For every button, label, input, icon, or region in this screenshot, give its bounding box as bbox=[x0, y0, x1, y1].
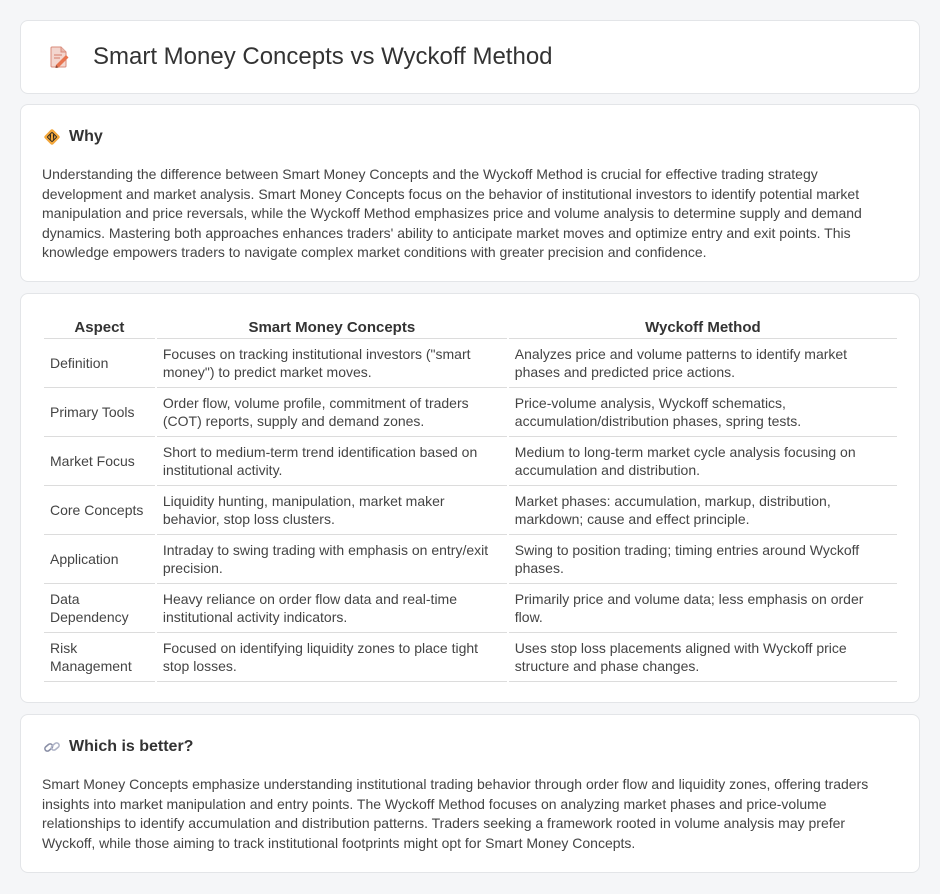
table-row bbox=[44, 486, 897, 535]
table-row bbox=[44, 437, 897, 486]
column-header-wyckoff: Wyckoff Method bbox=[509, 316, 897, 339]
smart-money-cell: Focuses on tracking institutional investors ("smart money") to predict market moves. bbox=[157, 339, 507, 388]
table-row bbox=[44, 339, 897, 388]
table-row bbox=[44, 633, 897, 682]
table-row bbox=[44, 535, 897, 584]
wyckoff-cell: Price-volume analysis, Wyckoff schematics, accumulation/distribution phases, spring tests. bbox=[509, 388, 897, 437]
wyckoff-cell: Uses stop loss placements aligned with Wyckoff price structure and phase changes. bbox=[509, 633, 897, 682]
table-row bbox=[44, 584, 897, 633]
link-icon bbox=[43, 738, 61, 756]
table-header-row bbox=[44, 316, 897, 339]
aspect-cell: Market Focus bbox=[44, 437, 155, 486]
aspect-cell: Risk Management bbox=[44, 633, 155, 682]
why-text: Understanding the difference between Smart Money Concepts and the Wyckoff Method is crucial for effective trading strategy development and market analysis. Smart Money Concepts focus on the behavior of institutional investors to identify potential market manipulation and price reversals, while the Wyckoff Method emphasizes price and volume analysis to determine supply and demand dynamics. Mastering both approaches enhances traders' ability to anticipate market moves and optimize entry and exit points. This knowledge empowers traders to navigate complex market conditions with greater precision and confidence. bbox=[42, 166, 862, 260]
aspect-cell: Definition bbox=[44, 339, 155, 388]
wyckoff-cell: Medium to long-term market cycle analysis focusing on accumulation and distribution. bbox=[509, 437, 897, 486]
smart-money-cell: Short to medium-term trend identification based on institutional activity. bbox=[157, 437, 507, 486]
which-is-better-heading: Which is better? bbox=[69, 738, 194, 755]
which-is-better-text: Smart Money Concepts emphasize understanding institutional trading behavior through order flow and liquidity zones, offering traders insights into market manipulation and entry points. The Wyckoff Method focuses on analyzing market phases and price-volume relationships to identify accumulation and distribution patterns. Traders seeking a framework rooted in volume analysis may prefer Wyckoff, while those aiming to track institutional footprints might opt for Smart Money Concepts. bbox=[42, 776, 869, 851]
aspect-cell: Primary Tools bbox=[44, 388, 155, 437]
warning-diamond-icon bbox=[43, 128, 61, 146]
smart-money-cell: Order flow, volume profile, commitment of traders (COT) reports, supply and demand zones. bbox=[157, 388, 507, 437]
column-header-smart-money: Smart Money Concepts bbox=[157, 316, 507, 339]
comparison-table-card bbox=[20, 293, 920, 703]
comparison-table bbox=[42, 316, 899, 682]
wyckoff-cell: Primarily price and volume data; less emphasis on order flow. bbox=[509, 584, 897, 633]
column-header-aspect: Aspect bbox=[44, 316, 155, 339]
which-is-better-section bbox=[20, 714, 920, 873]
smart-money-cell: Heavy reliance on order flow data and real-time institutional activity indicators. bbox=[157, 584, 507, 633]
title-card bbox=[20, 20, 920, 94]
svg-text:!!: !! bbox=[48, 133, 56, 142]
table-row bbox=[44, 388, 897, 437]
wyckoff-cell: Analyzes price and volume patterns to identify market phases and predicted price actions. bbox=[509, 339, 897, 388]
page-title: Smart Money Concepts vs Wyckoff Method bbox=[93, 43, 553, 70]
wyckoff-cell: Market phases: accumulation, markup, distribution, markdown; cause and effect principle. bbox=[509, 486, 897, 535]
smart-money-cell: Intraday to swing trading with emphasis on entry/exit precision. bbox=[157, 535, 507, 584]
aspect-cell: Application bbox=[44, 535, 155, 584]
why-section bbox=[20, 104, 920, 282]
smart-money-cell: Focused on identifying liquidity zones to place tight stop losses. bbox=[157, 633, 507, 682]
wyckoff-cell: Swing to position trading; timing entries around Wyckoff phases. bbox=[509, 535, 897, 584]
aspect-cell: Data Dependency bbox=[44, 584, 155, 633]
why-heading: Why bbox=[69, 128, 103, 145]
document-pencil-icon bbox=[47, 45, 71, 69]
smart-money-cell: Liquidity hunting, manipulation, market maker behavior, stop loss clusters. bbox=[157, 486, 507, 535]
aspect-cell: Core Concepts bbox=[44, 486, 155, 535]
